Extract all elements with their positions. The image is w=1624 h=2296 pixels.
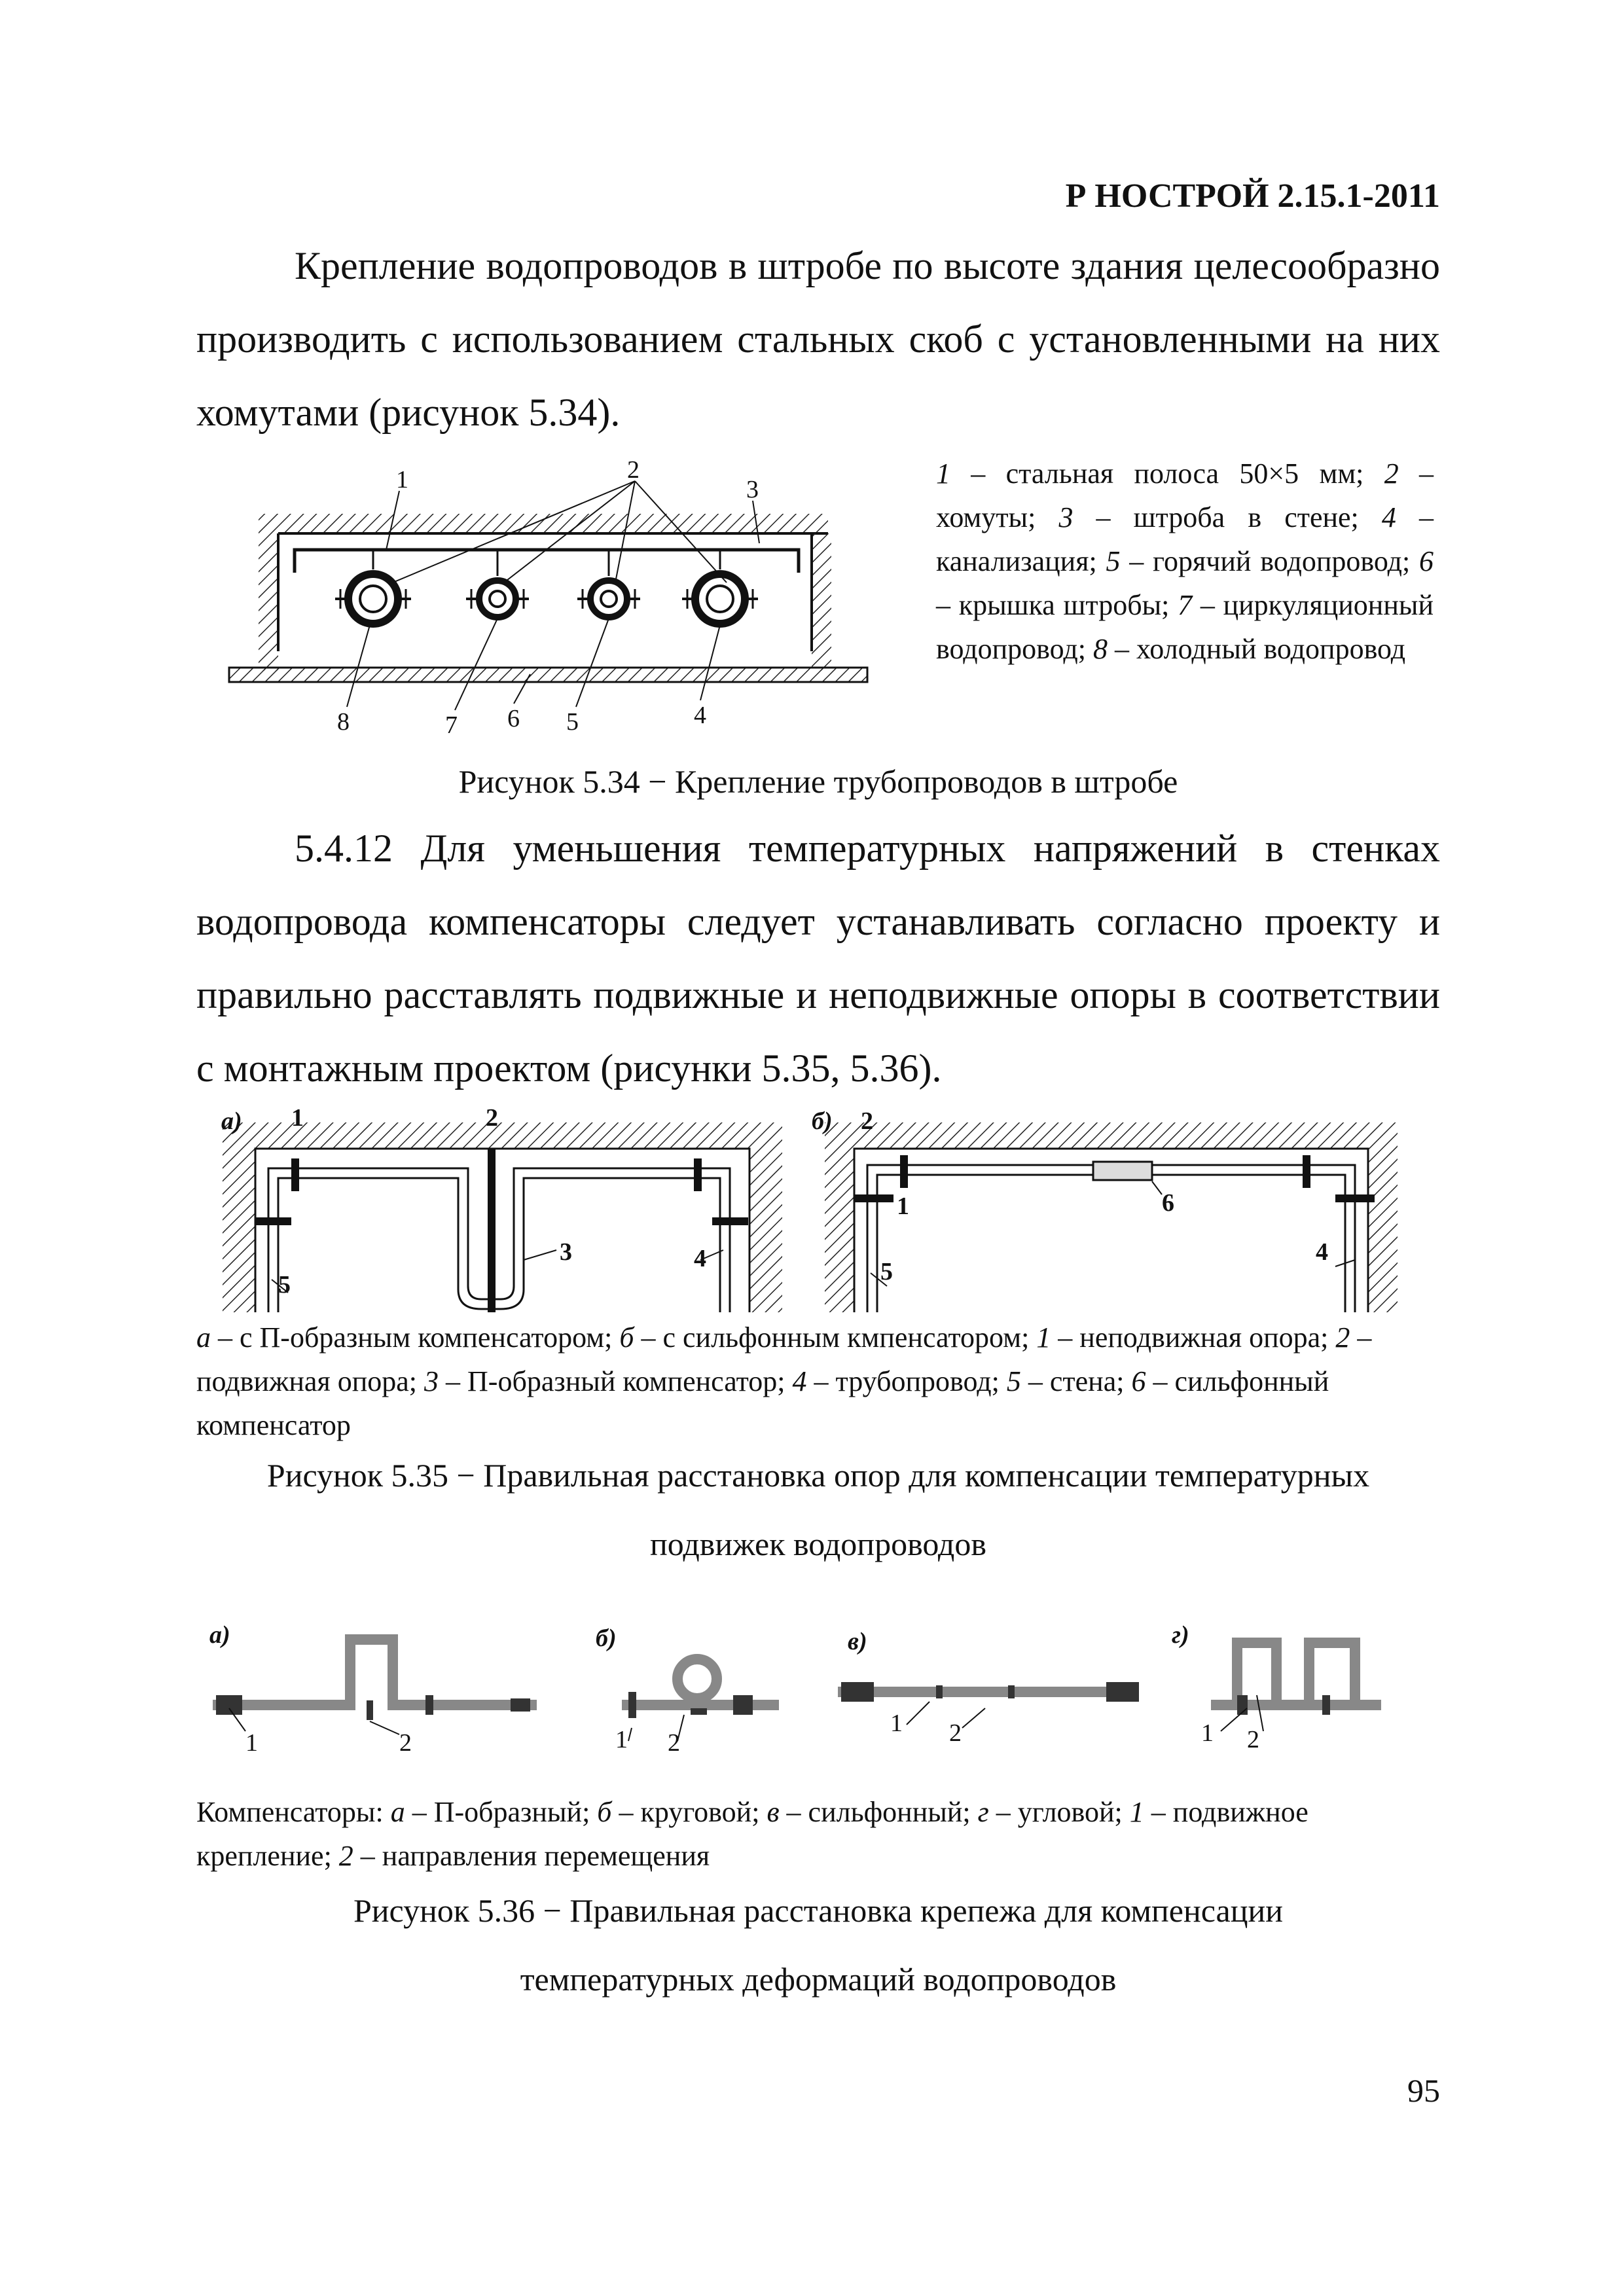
note-text: – подвижная опора; [196, 1321, 1372, 1397]
figure-5-36-caption-line-2: температурных деформаций водопроводов [520, 1961, 1117, 1998]
callout-1: 1 [291, 1104, 304, 1132]
note-text: – трубопровод; [806, 1365, 1007, 1397]
note-num: б [619, 1321, 634, 1354]
note-text: – подвижное крепление; [196, 1796, 1308, 1872]
note-num: 6 [1131, 1365, 1146, 1397]
note-num: г [977, 1796, 989, 1828]
note-num: 3 [424, 1365, 439, 1397]
note-num: 4 [792, 1365, 807, 1397]
callout-5: 5 [566, 708, 579, 736]
legend-text: – стальная полоса 50×5 мм; [950, 457, 1384, 490]
note-text: – круговой; [611, 1796, 767, 1828]
note-num: 2 [338, 1840, 353, 1872]
legend-num: 7 [1178, 589, 1193, 621]
panel-v-label: в) [848, 1628, 867, 1655]
note-num: б [597, 1796, 612, 1828]
legend-num: 5 [1106, 545, 1121, 577]
note-intro: Компенсаторы: [196, 1796, 391, 1828]
note-text: – стена; [1020, 1365, 1132, 1397]
note-text: – П-образный компенсатор; [439, 1365, 793, 1397]
note-text: – угловой; [988, 1796, 1130, 1828]
note-text: – сильфонный компенсатор [196, 1365, 1329, 1441]
callout-1: 1 [890, 1710, 903, 1737]
panel-b-label: б) [812, 1107, 833, 1135]
figure-5-35-panel-b [805, 1103, 1407, 1312]
figure-5-34-caption: Рисунок 5.34 − Крепление трубопроводов в штробе [458, 763, 1178, 800]
callout-1: 1 [245, 1729, 258, 1757]
callout-4: 4 [694, 702, 706, 729]
note-text: – неподвижная опора; [1051, 1321, 1336, 1354]
panel-g-label: г) [1172, 1621, 1189, 1649]
legend-text: – циркуляционный водопровод; [936, 589, 1434, 665]
legend-text: – крышка штробы; [936, 589, 1178, 621]
legend-num: 8 [1092, 633, 1108, 665]
intro-paragraph: Крепление водопроводов в штробе по высоте здания целесообразно производить с использованием стальных скоб с установленными на них хомутами (рисунок 5.34). [196, 244, 1440, 434]
legend-text: – горячий водопровод; [1120, 545, 1419, 577]
note-text: – с П-образным компенсатором; [211, 1321, 620, 1354]
legend-text: – штроба в стене; [1073, 501, 1382, 533]
callout-5: 5 [278, 1271, 291, 1299]
figure-5-36-caption-line-1: Рисунок 5.36 − Правильная расстановка крепежа для компенсации [353, 1892, 1284, 1929]
note-text: – П-образный; [405, 1796, 598, 1828]
callout-1: 1 [897, 1193, 909, 1220]
legend-text: – канализация; [936, 501, 1434, 577]
legend-num: 3 [1058, 501, 1074, 533]
note-text: – с сильфонным кмпенсатором; [634, 1321, 1037, 1354]
callout-7: 7 [445, 711, 458, 739]
callout-1: 1 [396, 466, 408, 493]
callout-2: 2 [949, 1719, 962, 1747]
note-num: а [390, 1796, 405, 1828]
document-code: Р НОСТРОЙ 2.15.1-2011 [1065, 177, 1440, 215]
callout-4: 4 [1316, 1238, 1328, 1266]
legend-num: 1 [936, 457, 950, 490]
callout-3: 3 [560, 1238, 572, 1266]
note-num: 1 [1129, 1796, 1144, 1828]
figure-5-34-legend [936, 452, 1434, 671]
figure-5-35-panel-a [209, 1103, 792, 1312]
note-text: – сильфонный; [779, 1796, 978, 1828]
legend-num: 2 [1384, 457, 1399, 490]
callout-2: 2 [1247, 1726, 1259, 1753]
figure-5-35-caption-line-2: подвижек водопроводов [650, 1526, 986, 1562]
legend-text: – холодный водопровод [1107, 633, 1406, 665]
paragraph-5-4-12: 5.4.12 Для уменьшения температурных напряжений в стенках водопровода компенсаторы следует устанавливать согласно проекту и правильно расставлять подвижные и неподвижные опоры в соответствии с монтажным проектом (рисунки 5.35, 5.36). [196, 827, 1440, 1090]
callout-2: 2 [486, 1104, 498, 1132]
legend-num: 6 [1419, 545, 1434, 577]
figure-5-36-drawing [209, 1617, 1427, 1774]
note-num: 5 [1006, 1365, 1021, 1397]
note-num: а [196, 1321, 211, 1354]
panel-a-label: а) [209, 1621, 230, 1649]
callout-2: 2 [668, 1729, 680, 1757]
panel-b-label: б) [596, 1624, 617, 1652]
panel-a-label: а) [221, 1107, 242, 1135]
figure-5-35-caption-line-1: Рисунок 5.35 − Правильная расстановка опор для компенсации температурных [266, 1457, 1370, 1494]
callout-8: 8 [337, 708, 350, 736]
callout-3: 3 [746, 476, 759, 503]
figure-5-35-note [196, 1316, 1440, 1447]
callout-1: 1 [1201, 1719, 1214, 1747]
note-num: 1 [1036, 1321, 1051, 1354]
callout-4: 4 [694, 1245, 706, 1272]
callout-2: 2 [399, 1729, 412, 1757]
note-text: – направления перемещения [353, 1840, 710, 1872]
callout-1: 1 [615, 1726, 628, 1753]
callout-5: 5 [880, 1258, 893, 1285]
note-num: 2 [1335, 1321, 1350, 1354]
callout-2: 2 [627, 456, 640, 484]
figure-5-34-drawing [223, 452, 877, 740]
legend-text: – хомуты; [936, 457, 1434, 533]
note-num: в [767, 1796, 780, 1828]
callout-2: 2 [861, 1107, 873, 1135]
page-number: 95 [1407, 2072, 1440, 2109]
callout-6: 6 [1162, 1189, 1174, 1217]
legend-num: 4 [1381, 501, 1396, 533]
callout-6: 6 [507, 705, 520, 732]
figure-5-36-note [196, 1790, 1440, 1878]
